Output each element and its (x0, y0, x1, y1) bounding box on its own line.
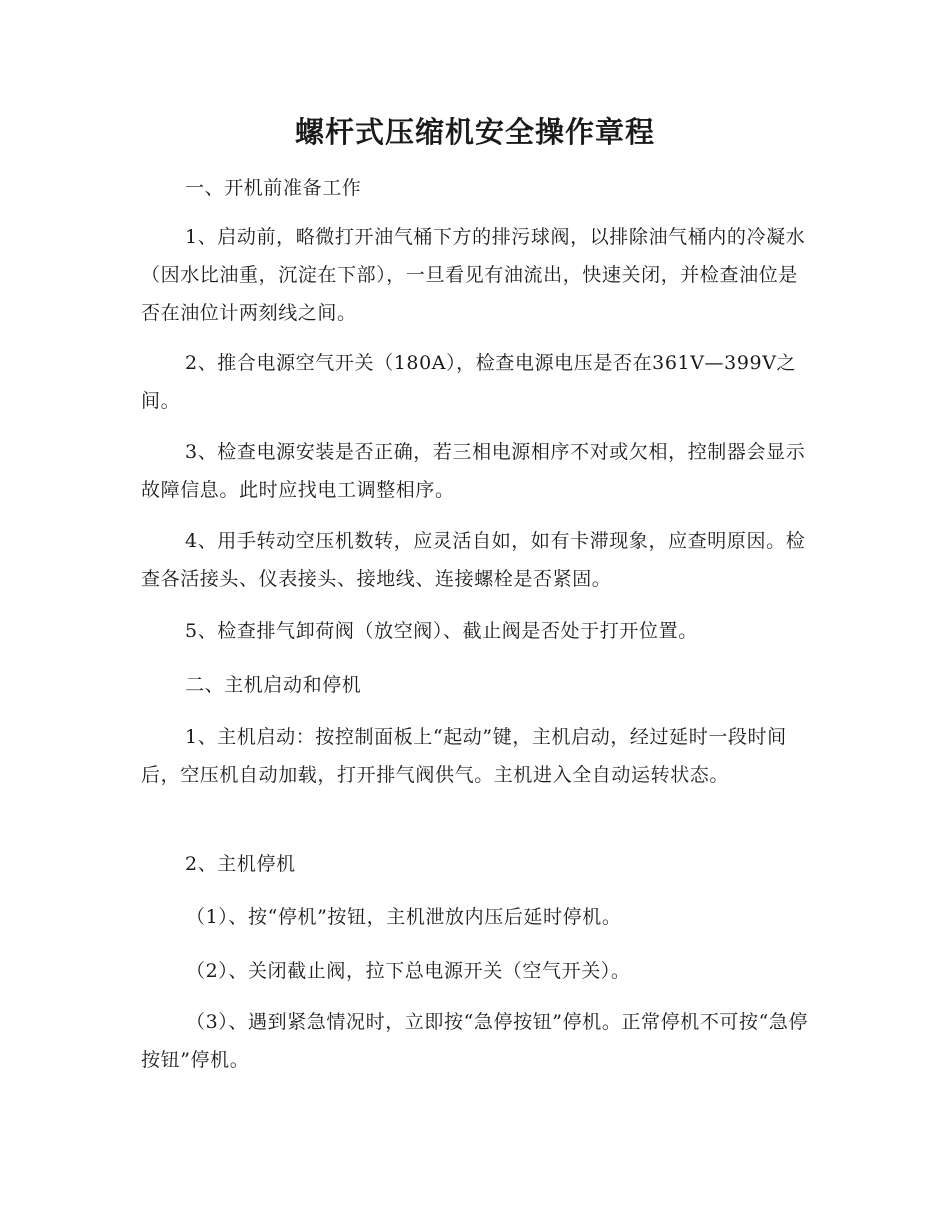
subitem-2-2-3: （3）、遇到紧急情况时，立即按“急停按钮”停机。正常停机不可按“急停按钮”停机。 (141, 1011, 809, 1071)
subitem-2-2-2: （2）、关闭截止阀，拉下总电源开关（空气开关）。 (186, 960, 631, 982)
paragraph-1-3: 3、检查电源安装是否正确，若三相电源相序不对或欠相，控制器会显示故障信息。此时应找电工调整相序。 (141, 441, 806, 501)
subitem-2-2-1: （1）、按“停机”按钮，主机泄放内压后延时停机。 (186, 906, 622, 928)
document-title: 螺杆式压缩机安全操作章程 (294, 115, 655, 149)
paragraph-2-1: 1、主机启动：按控制面板上“起动”键，主机启动，经过延时一段时间后，空压机自动加载，打开排气阀供气。主机进入全自动运转状态。 (141, 726, 787, 786)
paragraph-2-2: 2、主机停机 (185, 853, 296, 875)
paragraph-1-4: 4、用手转动空压机数转，应灵活自如，如有卡滞现象，应查明原因。检查各活接头、仪表接头、接地线、连接螺栓是否紧固。 (141, 530, 806, 590)
section-heading-2: 二、主机启动和停机 (185, 674, 362, 696)
section-heading-1: 一、开机前准备工作 (185, 177, 362, 199)
paragraph-1-2: 2、推合电源空气开关（180A），检查电源电压是否在361V—399V之间。 (141, 352, 797, 412)
paragraph-1-1: 1、启动前，略微打开油气桶下方的排污球阀，以排除油气桶内的冷凝水（因水比油重，沉淀在下部），一旦看见有油流出，快速关闭，并检查油位是否在油位计两刻线之间。 (141, 226, 806, 324)
paragraph-1-5: 5、检查排气卸荷阀（放空阀）、截止阀是否处于打开位置。 (185, 620, 698, 642)
